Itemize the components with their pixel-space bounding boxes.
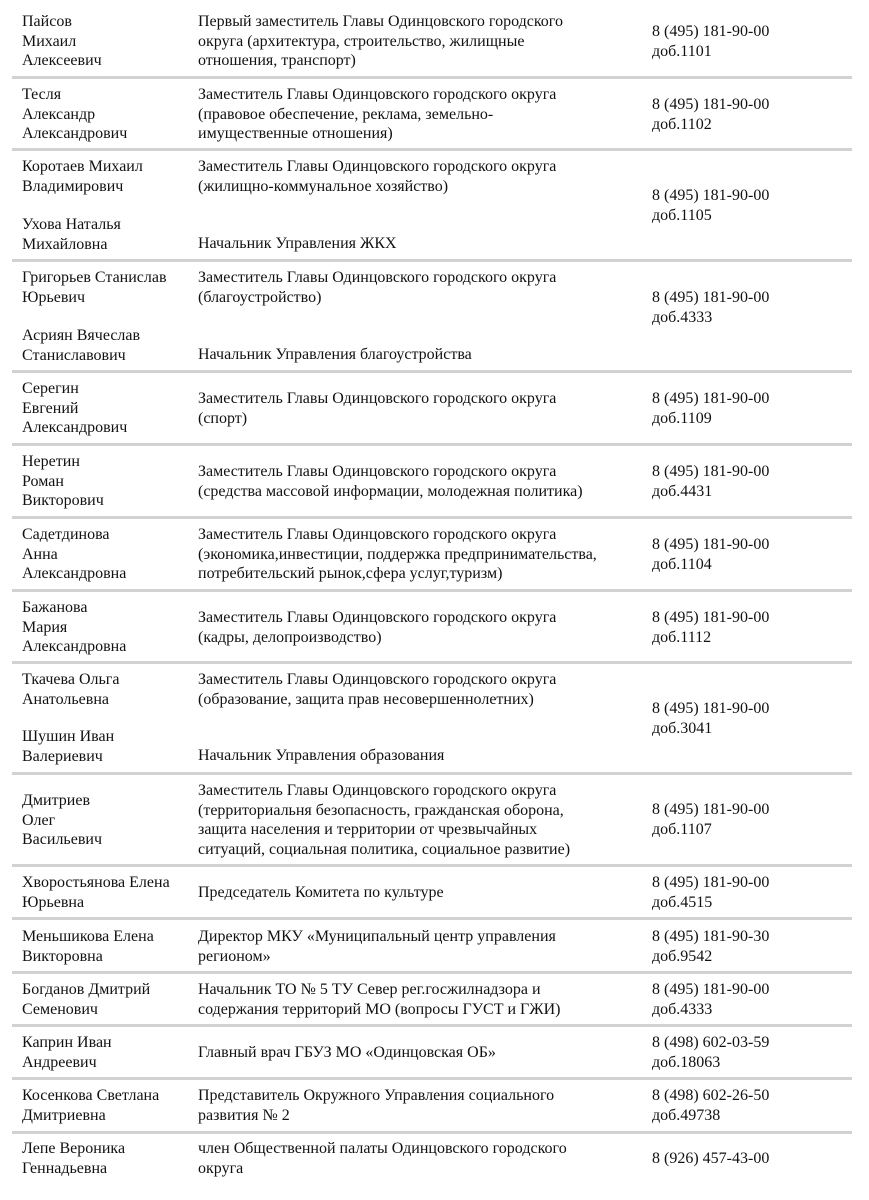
person-phone: 8 (495) 181-90-00 доб.1104 xyxy=(652,536,770,573)
person-name: Григорьев Станислав Юрьевич xyxy=(22,269,167,306)
person-name-secondary: Асриян Вячеслав Станиславович xyxy=(22,327,141,364)
person-phone: 8 (495) 181-90-00 доб.4333 xyxy=(652,981,770,1018)
table-row xyxy=(12,525,852,587)
row-divider xyxy=(12,370,852,373)
person-position: Заместитель Главы Одинцовского городского округа (правовое обеспечение, реклама, земельно- имущественные отношения) xyxy=(198,86,557,142)
row-divider xyxy=(12,516,852,519)
person-phone: 8 (495) 181-90-00 доб.4515 xyxy=(652,874,770,911)
table-row xyxy=(12,268,852,368)
person-position: Заместитель Главы Одинцовского городского округа (спорт) xyxy=(198,390,557,427)
person-name: Косенкова Светлана Дмитриевна xyxy=(22,1087,160,1124)
person-position: Заместитель Главы Одинцовского городского округа (средства массовой информации, молодежная политика) xyxy=(198,463,583,500)
person-name: Пайсов Михаил Алексеевич xyxy=(22,13,102,69)
person-position: Первый заместитель Главы Одинцовского городского округа (архитектура, строительство, жилищные отношения, транспорт) xyxy=(198,13,563,69)
person-name: Меньшикова Елена Викторовна xyxy=(22,928,154,965)
person-name: Ткачева Ольга Анатольевна xyxy=(22,671,120,708)
person-phone: 8 (498) 602-03-59 доб.18063 xyxy=(652,1034,770,1071)
person-phone: 8 (498) 602-26-50 доб.49738 xyxy=(652,1087,770,1124)
table-row xyxy=(12,927,852,969)
row-divider xyxy=(12,917,852,920)
person-name: Неретин Роман Викторович xyxy=(22,453,104,509)
person-phone: 8 (495) 181-90-30 доб.9542 xyxy=(652,928,770,965)
person-position: член Общественной палаты Одинцовского городского округа xyxy=(198,1140,567,1177)
person-name: Каприн Иван Андреевич xyxy=(22,1034,112,1071)
row-divider xyxy=(12,971,852,974)
table-row xyxy=(12,85,852,147)
person-phone: 8 (495) 181-90-00 доб.4431 xyxy=(652,463,770,500)
person-position: Заместитель Главы Одинцовского городского округа (кадры, делопроизводство) xyxy=(198,609,557,646)
person-name: Тесля Александр Александрович xyxy=(22,86,128,142)
person-name: Серегин Евгений Александрович xyxy=(22,380,128,436)
row-divider xyxy=(12,1024,852,1027)
person-name: Хворостьянова Елена Юрьевна xyxy=(22,874,170,911)
person-name: Дмитриев Олег Васильевич xyxy=(22,792,102,848)
row-divider xyxy=(12,259,852,262)
person-name: Богданов Дмитрий Семенович xyxy=(22,981,151,1018)
person-name: Садетдинова Анна Александровна xyxy=(22,526,127,582)
person-phone: 8 (926) 457-43-00 xyxy=(652,1150,770,1167)
person-phone: 8 (495) 181-90-00 доб.1102 xyxy=(652,96,770,133)
person-position: Главный врач ГБУЗ МО «Одинцовская ОБ» xyxy=(198,1044,496,1061)
table-row xyxy=(12,12,852,74)
person-position: Директор МКУ «Муниципальный центр управления регионом» xyxy=(198,928,556,965)
person-position-secondary: Начальник Управления благоустройства xyxy=(198,346,472,363)
table-row xyxy=(12,1086,852,1128)
person-position: Заместитель Главы Одинцовского городского округа (территориальня безопасность, гражданская оборона, защита населения и территории от чрезвычайных ситуаций, социальная политика, социальное развитие) xyxy=(198,782,571,858)
person-position-secondary: Начальник Управления ЖКХ xyxy=(198,235,397,252)
person-position: Начальник ТО № 5 ТУ Север рег.госжилнадзора и содержания территорий МО (вопросы ГУСТ и ГЖИ) xyxy=(198,981,561,1018)
person-phone: 8 (495) 181-90-00 доб.1109 xyxy=(652,390,770,427)
person-position: Заместитель Главы Одинцовского городского округа (благоустройство) xyxy=(198,269,557,306)
row-divider xyxy=(12,772,852,775)
row-divider xyxy=(12,148,852,151)
row-divider xyxy=(12,864,852,867)
person-name-secondary: Шушин Иван Валериевич xyxy=(22,728,115,765)
table-row xyxy=(12,157,852,257)
person-position-secondary: Начальник Управления образования xyxy=(198,747,445,764)
person-phone: 8 (495) 181-90-00 доб.4333 xyxy=(652,289,770,326)
person-position: Заместитель Главы Одинцовского городского округа (экономика,инвестиции, поддержка предпринимательства, потребительский рынок,сфера услуг,туризм) xyxy=(198,526,597,582)
person-position: Заместитель Главы Одинцовского городского округа (образование, защита прав несовершеннолетних) xyxy=(198,671,557,708)
person-position: Заместитель Главы Одинцовского городского округа (жилищно-коммунальное хозяйство) xyxy=(198,158,557,195)
person-name: Бажанова Мария Александровна xyxy=(22,599,127,655)
person-position: Представитель Окружного Управления социального развития № 2 xyxy=(198,1087,555,1124)
table-row xyxy=(12,379,852,441)
row-divider xyxy=(12,661,852,664)
table-row xyxy=(12,980,852,1022)
person-phone: 8 (495) 181-90-00 доб.1105 xyxy=(652,187,770,224)
row-divider xyxy=(12,443,852,446)
row-divider xyxy=(12,76,852,79)
table-row xyxy=(12,598,852,660)
row-divider xyxy=(12,1077,852,1080)
person-phone: 8 (495) 181-90-00 доб.3041 xyxy=(652,700,770,737)
table-row xyxy=(12,1033,852,1075)
row-divider xyxy=(12,589,852,592)
person-name: Лепе Вероника Геннадьевна xyxy=(22,1140,126,1177)
person-phone: 8 (495) 181-90-00 доб.1101 xyxy=(652,23,770,60)
table-row xyxy=(12,452,852,514)
table-row xyxy=(12,873,852,915)
table-row xyxy=(12,1139,852,1181)
table-row xyxy=(12,781,852,863)
person-name-secondary: Ухова Наталья Михайловна xyxy=(22,216,121,253)
person-name: Коротаев Михаил Владимирович xyxy=(22,158,143,195)
row-divider xyxy=(12,1131,852,1134)
person-phone: 8 (495) 181-90-00 доб.1112 xyxy=(652,609,770,646)
table-row xyxy=(12,670,852,770)
person-position: Председатель Комитета по культуре xyxy=(198,884,444,901)
person-phone: 8 (495) 181-90-00 доб.1107 xyxy=(652,801,770,838)
